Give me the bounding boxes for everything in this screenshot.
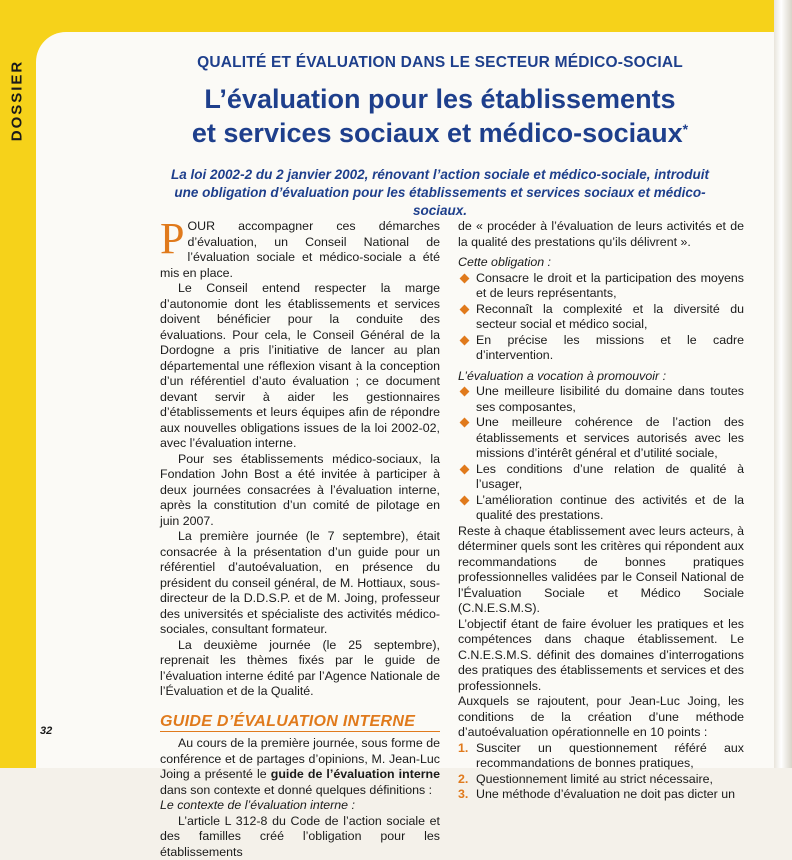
list-item: Une meilleure lisibilité du domaine dans toutes ses composantes, (458, 384, 744, 415)
right-column (458, 219, 744, 803)
list-item: En précise les missions et le cadre d’intervention. (458, 333, 744, 364)
section-tab (4, 40, 30, 160)
paragraph: La première journée (le 7 septembre), était consacrée à la présentation d’un guide pour un référentiel d’autoévaluation, en présence du président du conseil général, de M. Hottiaux, sous-directeur de la D.D.S.P. et de M. Joing, professeur des universités et spécialiste des activités médico-sociales, consultant formateur. (160, 529, 440, 638)
promote-list (458, 384, 744, 524)
list-label: L’évaluation a vocation à promouvoir : (458, 369, 744, 385)
paragraph-text: Au cours de la première journée, sous forme de conférence et de partages d’opinions, M. Jean-Luc Joing a présenté le (160, 736, 440, 781)
intro-paragraph (160, 219, 440, 281)
list-item-text: Questionnement limité au strict nécessaire, (476, 772, 713, 786)
title-line-1: L’évaluation pour les établissements (204, 84, 675, 114)
paragraph: La deuxième journée (le 25 septembre), reprenait les thèmes fixés par le guide de l’évaluation interne édité par l’Agence Nationale de l’Évaluation et de la Qualité. (160, 638, 440, 700)
list-label: Cette obligation : (458, 255, 744, 271)
article-title (150, 82, 730, 150)
list-item (458, 787, 744, 803)
list-item: Consacre le droit et la participation des moyens et de leurs représentants, (458, 271, 744, 302)
obligation-list (458, 271, 744, 364)
lead-line-2: une obligation d’évaluation pour les établissements et services sociaux et médico-sociaux. (174, 185, 705, 218)
drop-cap: P (160, 219, 184, 257)
paragraph: Pour ses établissements médico-sociaux, la Fondation John Bost a été invitée à participer à deux journées consacrées à l’évaluation interne, après la constitution d’un comité de pilotage en juin 2007. (160, 452, 440, 530)
page-number: 32 (40, 725, 52, 737)
left-column (160, 219, 440, 860)
title-line-2: et services sociaux et médico-sociaux (192, 118, 683, 148)
subheading: Le contexte de l’évaluation interne : (160, 798, 440, 814)
section-heading: GUIDE D’ÉVALUATION INTERNE (160, 714, 440, 733)
list-item: Reconnaît la complexité et la diversité du secteur social et médico social, (458, 302, 744, 333)
list-item: L’amélioration continue des activités et de la qualité des prestations. (458, 493, 744, 524)
article-lead (150, 166, 730, 220)
article-kicker: QUALITÉ ET ÉVALUATION DANS LE SECTEUR MÉDICO-SOCIAL (150, 54, 730, 72)
list-item: Les conditions d’une relation de qualité à l’usager, (458, 462, 744, 493)
list-item: Une meilleure cohérence de l’action des établissements et services autorisés avec les missions d’intérêt général et d’utilité sociale, (458, 415, 744, 462)
title-footnote-mark: * (683, 121, 688, 137)
list-item-text: Susciter un questionnement référé aux recommandations de bonnes pratiques, (476, 741, 744, 771)
paragraph: Auxquels se rajoutent, pour Jean-Luc Joing, les conditions de la création d’une méthode d’autoévaluation opérationnelle en 10 points : (458, 694, 744, 741)
paragraph: L’article L 312-8 du Code de l’action sociale et des familles créé l’obligation pour les établissements (160, 814, 440, 860)
list-number: 2. (458, 772, 468, 788)
paragraph: L’objectif étant de faire évoluer les pratiques et les compétences dans chaque établissement. Le C.N.E.S.M.S. définit des domaines d’interrogations des pratiques des établissements et services et des professionnels. (458, 617, 744, 695)
list-number: 1. (458, 741, 468, 757)
lead-line-1: La loi 2002-2 du 2 janvier 2002, rénovant l’action sociale et médico-sociale, introduit (171, 167, 709, 182)
paragraph: de « procéder à l’évaluation de leurs activités et de la qualité des prestations qu’ils délivrent ». (458, 219, 744, 250)
section-tab-label: DOSSIER (9, 59, 26, 141)
paragraph-emphasis: guide de l’évaluation interne (271, 767, 440, 781)
list-item (458, 741, 744, 772)
intro-text: OUR accompagner ces démarches d’évaluation, un Conseil National de l’évaluation sociale et médico-sociale a été mis en place. (160, 219, 440, 280)
list-item-text: Une méthode d’évaluation ne doit pas dicter un (476, 787, 735, 801)
paragraph: Le Conseil entend respecter la marge d’autonomie dont les établissements et services doivent bénéficier pour la conduite des évaluations. Pour cela, le Conseil Général de la Dordogne a pris l’initiative de lancer au plan départemental une réflexion visant à la conception d’un référentiel d’auto évaluation ; ce document devant servir à aider les gestionnaires d’établissements et leurs équipes afin de répondre aux nouvelles obligations issues de la loi 2002-02, avec l’évaluation interne. (160, 281, 440, 452)
list-number: 3. (458, 787, 468, 803)
page-binding-edge (774, 0, 792, 768)
paragraph: Reste à chaque établissement avec leurs acteurs, à déterminer quels sont les critères qui répondent aux recommandations de bonnes pratiques professionnelles validées par le Conseil National de l’Évaluation Sociale et Médico Sociale (C.N.E.S.M.S). (458, 524, 744, 617)
paragraph-text: dans son contexte et donné quelques définitions : (160, 783, 432, 797)
points-list (458, 741, 744, 803)
paragraph (160, 736, 440, 798)
list-item (458, 772, 744, 788)
